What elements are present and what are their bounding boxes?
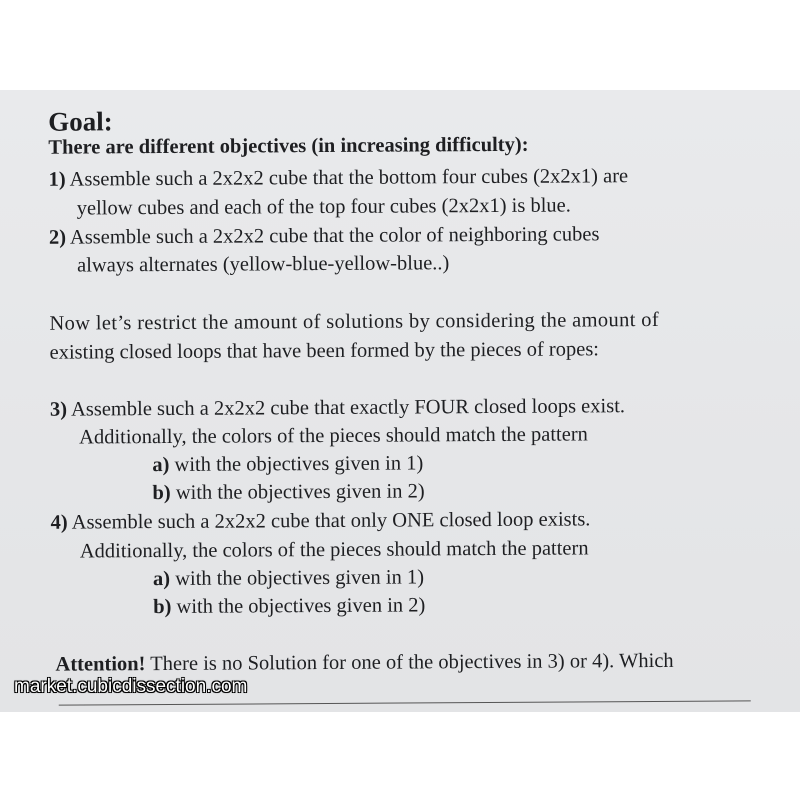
objective-4-line-1 xyxy=(51,507,591,534)
divider-line xyxy=(59,700,751,705)
intro-text: There are different objectives (in increasing difficulty): xyxy=(48,133,529,159)
objective-4-b-text: with the objectives given in 2) xyxy=(176,594,426,618)
objective-4-a-text: with the objectives given in 1) xyxy=(175,566,425,590)
objective-2-text-1: Assemble such a 2x2x2 cube that the color of neighboring cubes xyxy=(69,223,600,249)
attention-line xyxy=(55,649,673,677)
objective-4-a-label: a) xyxy=(152,567,171,591)
objective-2-number: 2) xyxy=(48,226,67,249)
objective-4-number: 4) xyxy=(50,511,68,534)
objective-3-b-text: with the objectives given in 2) xyxy=(175,480,425,504)
objective-4-line-2: Additionally, the colors of the pieces should match the pattern xyxy=(79,537,589,563)
objective-4-option-a xyxy=(153,565,424,591)
objective-3-line-2: Additionally, the colors of the pieces should match the pattern xyxy=(79,423,588,449)
objective-3-option-a xyxy=(152,451,423,477)
objective-4-option-b xyxy=(153,593,425,619)
objective-3-line-1 xyxy=(50,394,625,422)
attention-label: Attention! xyxy=(55,653,146,676)
paragraph-line-2: existing closed loops that have been formed by the pieces of ropes: xyxy=(49,338,600,364)
document-page xyxy=(0,90,800,712)
goal-heading: Goal: xyxy=(48,106,113,137)
objective-3-number: 3) xyxy=(49,398,68,421)
objective-3-option-b xyxy=(152,479,424,505)
objective-1-text-1: Assemble such a 2x2x2 cube that the bottom four cubes (2x2x1) are xyxy=(69,165,629,191)
objective-3-a-label: a) xyxy=(152,453,170,477)
objective-1-number: 1) xyxy=(48,168,66,191)
objective-1-line-2: yellow cubes and each of the top four cubes (2x2x1) is blue. xyxy=(76,194,571,220)
objective-2-line-2: always alternates (yellow-blue-yellow-blue..) xyxy=(77,252,450,277)
objective-3-b-label: b) xyxy=(152,481,171,505)
objective-4-b-label: b) xyxy=(153,595,172,619)
document-text xyxy=(0,90,800,712)
watermark: market.cubicdissection.com xyxy=(14,676,248,697)
objective-2-line-1 xyxy=(49,222,600,249)
objective-4-text-1: Assemble such a 2x2x2 cube that only ONE closed loop exists. xyxy=(71,508,591,534)
objective-3-a-text: with the objectives given in 1) xyxy=(174,452,424,476)
attention-text: There is no Solution for one of the objectives in 3) or 4). Which xyxy=(150,649,674,676)
objective-1-line-1 xyxy=(48,164,628,192)
objective-3-text-1: Assemble such a 2x2x2 cube that exactly FOUR closed loops exist. xyxy=(70,395,626,421)
paragraph-line-1: Now let’s restrict the amount of solutions by considering the amount of xyxy=(49,308,660,335)
